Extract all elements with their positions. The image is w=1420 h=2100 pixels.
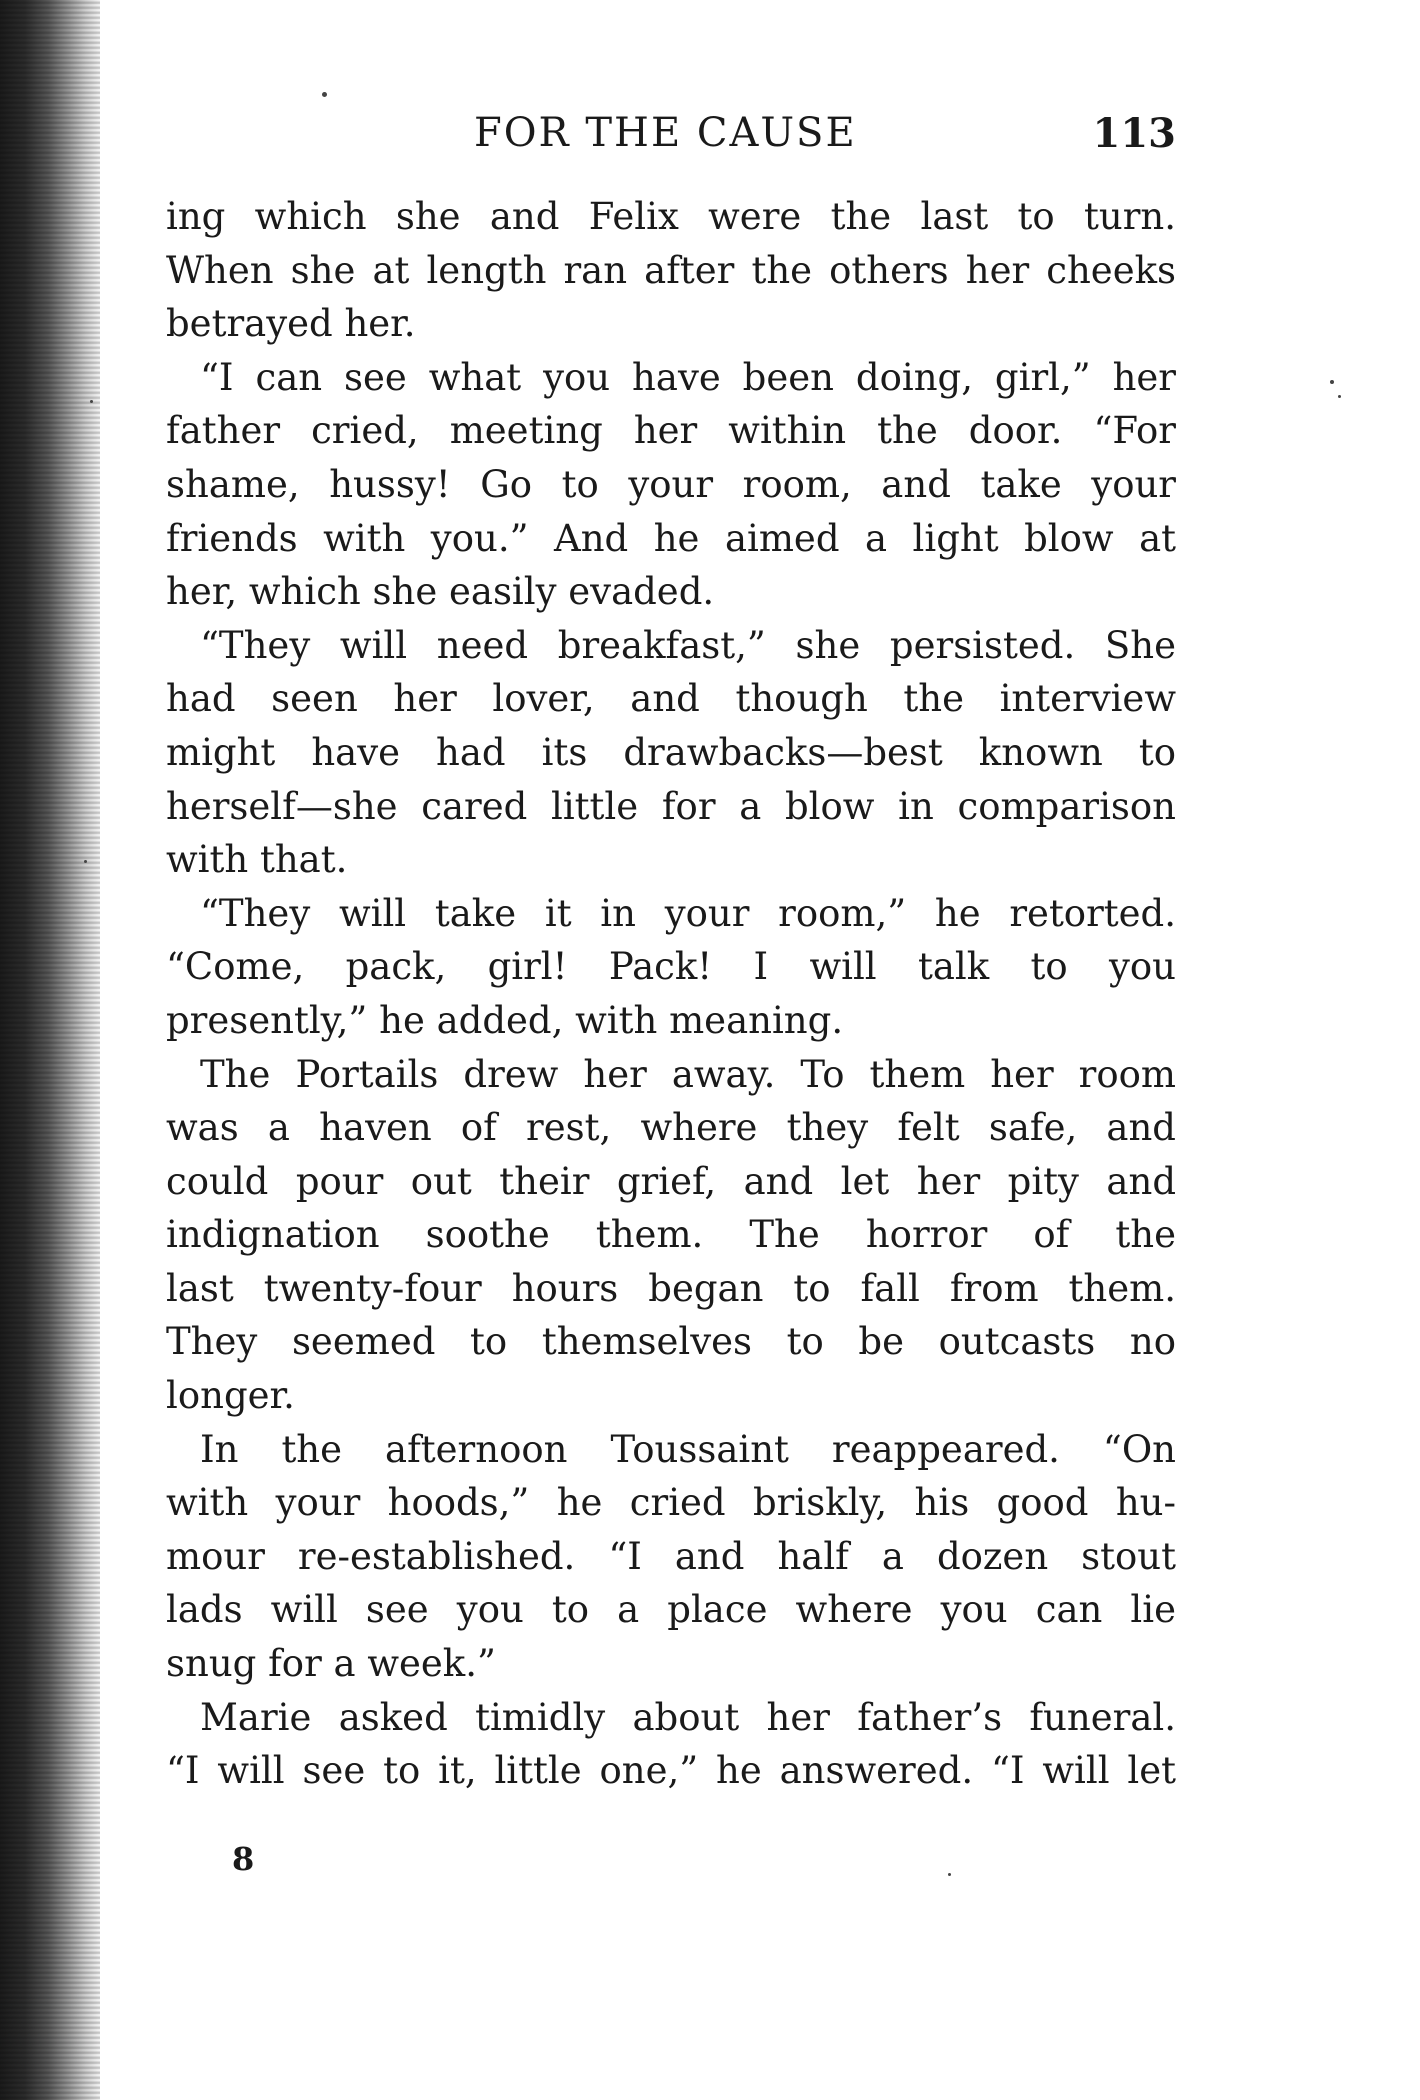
text-line: The Portails drew her away. To them her room: [200, 1052, 1176, 1096]
print-speck: [1338, 395, 1341, 398]
body-text: [166, 190, 1176, 1798]
text-line: friends with you.” And he aimed a light blow at: [166, 516, 1176, 560]
print-speck: [1330, 380, 1334, 384]
text-line: mour re-established. “I and half a dozen stout: [166, 1534, 1176, 1578]
binding-gutter-shadow: [0, 0, 100, 2100]
signature-mark: 8: [232, 1840, 255, 1878]
print-speck: [948, 1873, 951, 1876]
text-line: with that.: [166, 838, 348, 882]
text-line: was a haven of rest, where they felt safe, and: [166, 1106, 1176, 1150]
text-line: “They will take it in your room,” he retorted.: [200, 891, 1176, 935]
text-line: last twenty-four hours began to fall from them.: [166, 1266, 1176, 1310]
text-line: herself—she cared little for a blow in comparison: [166, 784, 1176, 828]
running-head-title: FOR THE CAUSE: [474, 110, 857, 156]
print-speck: [90, 400, 93, 403]
text-line: indignation soothe them. The horror of the: [166, 1213, 1176, 1257]
text-line: “Come, pack, girl! Pack! I will talk to you: [166, 945, 1176, 989]
print-speck: [84, 860, 87, 863]
text-line: Marie asked timidly about her father’s funeral.: [200, 1695, 1176, 1739]
text-line: could pour out their grief, and let her pity and: [166, 1159, 1176, 1203]
text-line: longer.: [166, 1374, 295, 1418]
print-speck: [322, 92, 327, 97]
text-line: ing which she and Felix were the last to turn.: [166, 195, 1176, 238]
text-line: In the afternoon Toussaint reappeared. “On: [200, 1427, 1176, 1471]
text-line: “I will see to it, little one,” he answered. “I will let: [166, 1749, 1176, 1793]
text-line: shame, hussy! Go to your room, and take your: [166, 462, 1176, 506]
text-line: When she at length ran after the others her cheeks: [166, 248, 1176, 292]
text-line: betrayed her.: [166, 302, 416, 346]
text-line: “I can see what you have been doing, girl,” her: [200, 355, 1176, 399]
page-number: 113: [1092, 110, 1176, 157]
text-line: They seemed to themselves to be outcasts no: [166, 1320, 1176, 1364]
text-line: snug for a week.”: [166, 1642, 496, 1686]
running-head: [166, 110, 1176, 160]
text-line: “They will need breakfast,” she persisted. She: [200, 623, 1176, 667]
text-line: her, which she easily evaded.: [166, 570, 715, 614]
text-line: presently,” he added, with meaning.: [166, 998, 844, 1042]
text-line: might have had its drawbacks—best known to: [166, 730, 1176, 774]
text-line: with your hoods,” he cried briskly, his good hu-: [166, 1481, 1176, 1525]
text-line: lads will see you to a place where you can lie: [166, 1588, 1176, 1632]
text-line: had seen her lover, and though the interview: [166, 677, 1176, 721]
text-line: father cried, meeting her within the door. “For: [166, 409, 1176, 453]
